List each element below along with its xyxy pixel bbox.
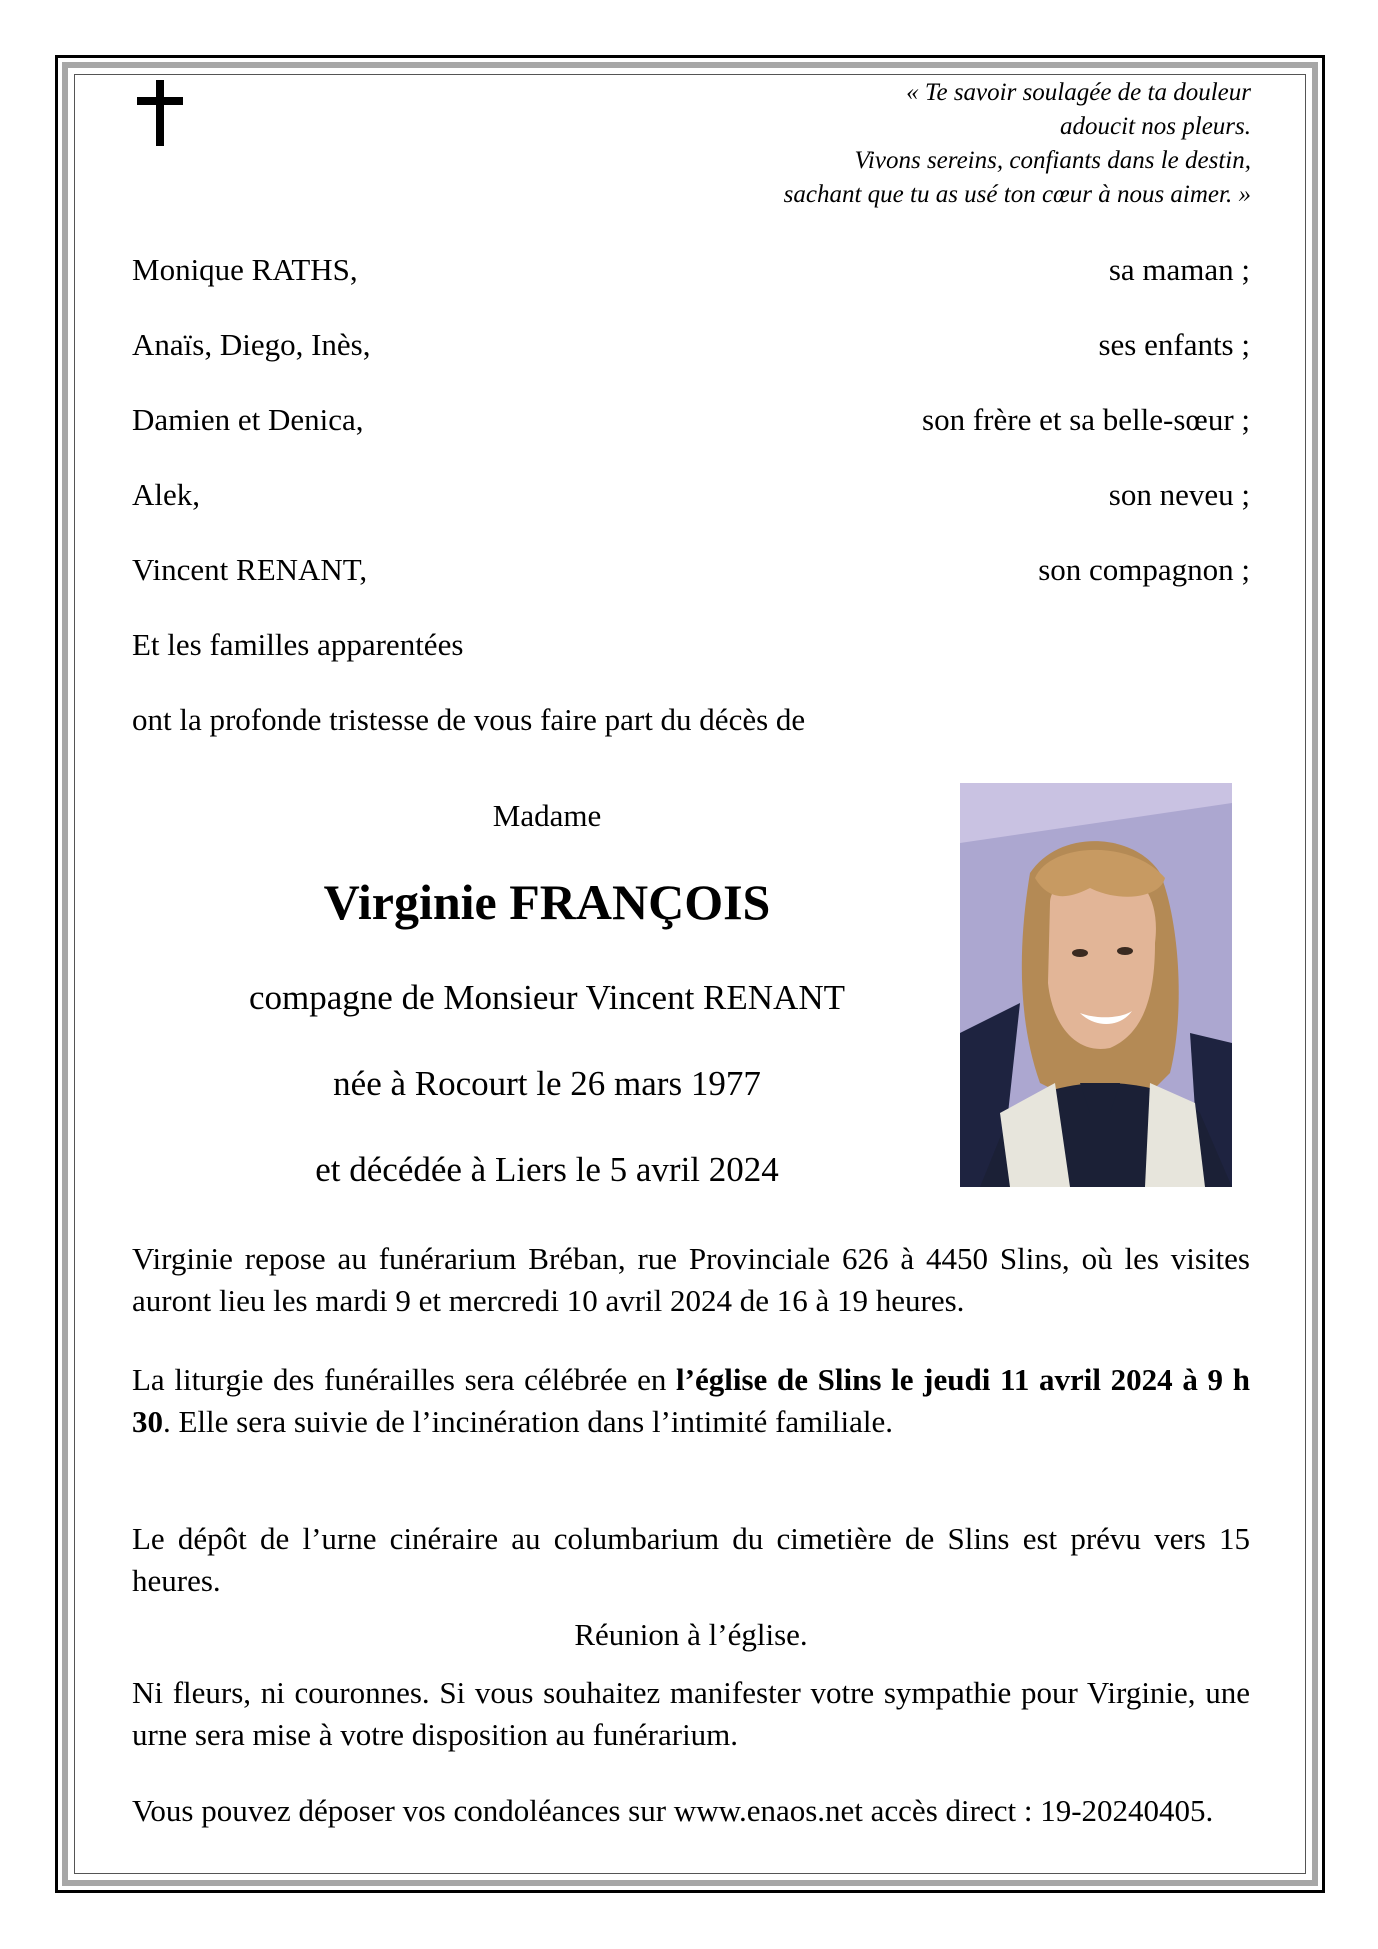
liturgy-text: La liturgie des funérailles sera célébrée en xyxy=(132,1362,677,1397)
family-relation: son frère et sa belle-sœur ; xyxy=(922,402,1250,437)
family-relation: son neveu ; xyxy=(1108,477,1250,512)
epitaph-quote xyxy=(631,76,1251,212)
portrait-photo xyxy=(960,783,1232,1187)
condolences-paragraph: Vous pouvez déposer vos condoléances sur www.enaos.net accès direct : 19-20240405. xyxy=(132,1793,1214,1828)
liturgy-paragraph xyxy=(132,1359,1250,1443)
quote-line: sachant que tu as usé ton cœur à nous aimer. » xyxy=(783,181,1251,208)
family-name: Damien et Denica, xyxy=(132,402,364,437)
cross-icon xyxy=(137,80,183,146)
deceased-partner: compagne de Monsieur Vincent RENANT xyxy=(248,978,845,1017)
family-name: Vincent RENANT, xyxy=(132,552,368,587)
family-relation: son compagnon ; xyxy=(1038,552,1250,587)
urn-paragraph: Le dépôt de l’urne cinéraire au columbarium du cimetière de Slins est prévu vers 15 heures. xyxy=(132,1521,1250,1598)
quote-line: « Te savoir soulagée de ta douleur xyxy=(906,79,1251,106)
family-relation: ses enfants ; xyxy=(1098,327,1250,362)
deceased-died: et décédée à Liers le 5 avril 2024 xyxy=(315,1150,779,1189)
announcement-line: ont la profonde tristesse de vous faire part du décès de xyxy=(132,702,806,737)
deceased-name: Virginie FRANÇOIS xyxy=(323,874,771,930)
flowers-paragraph: Ni fleurs, ni couronnes. Si vous souhaitez manifester votre sympathie pour Virginie, une urne sera mise à votre disposition au funérarium. xyxy=(132,1675,1250,1752)
liturgy-bold-text: l’église de Slins le jeudi 11 avril 2024 à 9 h 30 xyxy=(132,1362,1250,1439)
families-line: Et les familles apparentées xyxy=(132,627,464,662)
quote-line: Vivons sereins, confiants dans le destin, xyxy=(854,147,1251,174)
liturgy-text-end: . Elle sera suivie de l’incinération dans l’intimité familiale. xyxy=(163,1404,893,1439)
family-relation: sa maman ; xyxy=(1108,252,1250,287)
deceased-title: Madame xyxy=(492,798,602,833)
meeting-line: Réunion à l’église. xyxy=(574,1617,808,1652)
family-name: Anaïs, Diego, Inès, xyxy=(132,327,371,362)
family-name: Monique RATHS, xyxy=(132,252,358,287)
visits-paragraph: Virginie repose au funérarium Bréban, rue Provinciale 626 à 4450 Slins, où les visites auront lieu les mardi 9 et mercredi 10 avril 2024 de 16 à 19 heures. xyxy=(132,1241,1250,1318)
quote-line: adoucit nos pleurs. xyxy=(1060,113,1251,140)
family-name: Alek, xyxy=(132,477,201,512)
deceased-born: née à Rocourt le 26 mars 1977 xyxy=(333,1064,761,1103)
